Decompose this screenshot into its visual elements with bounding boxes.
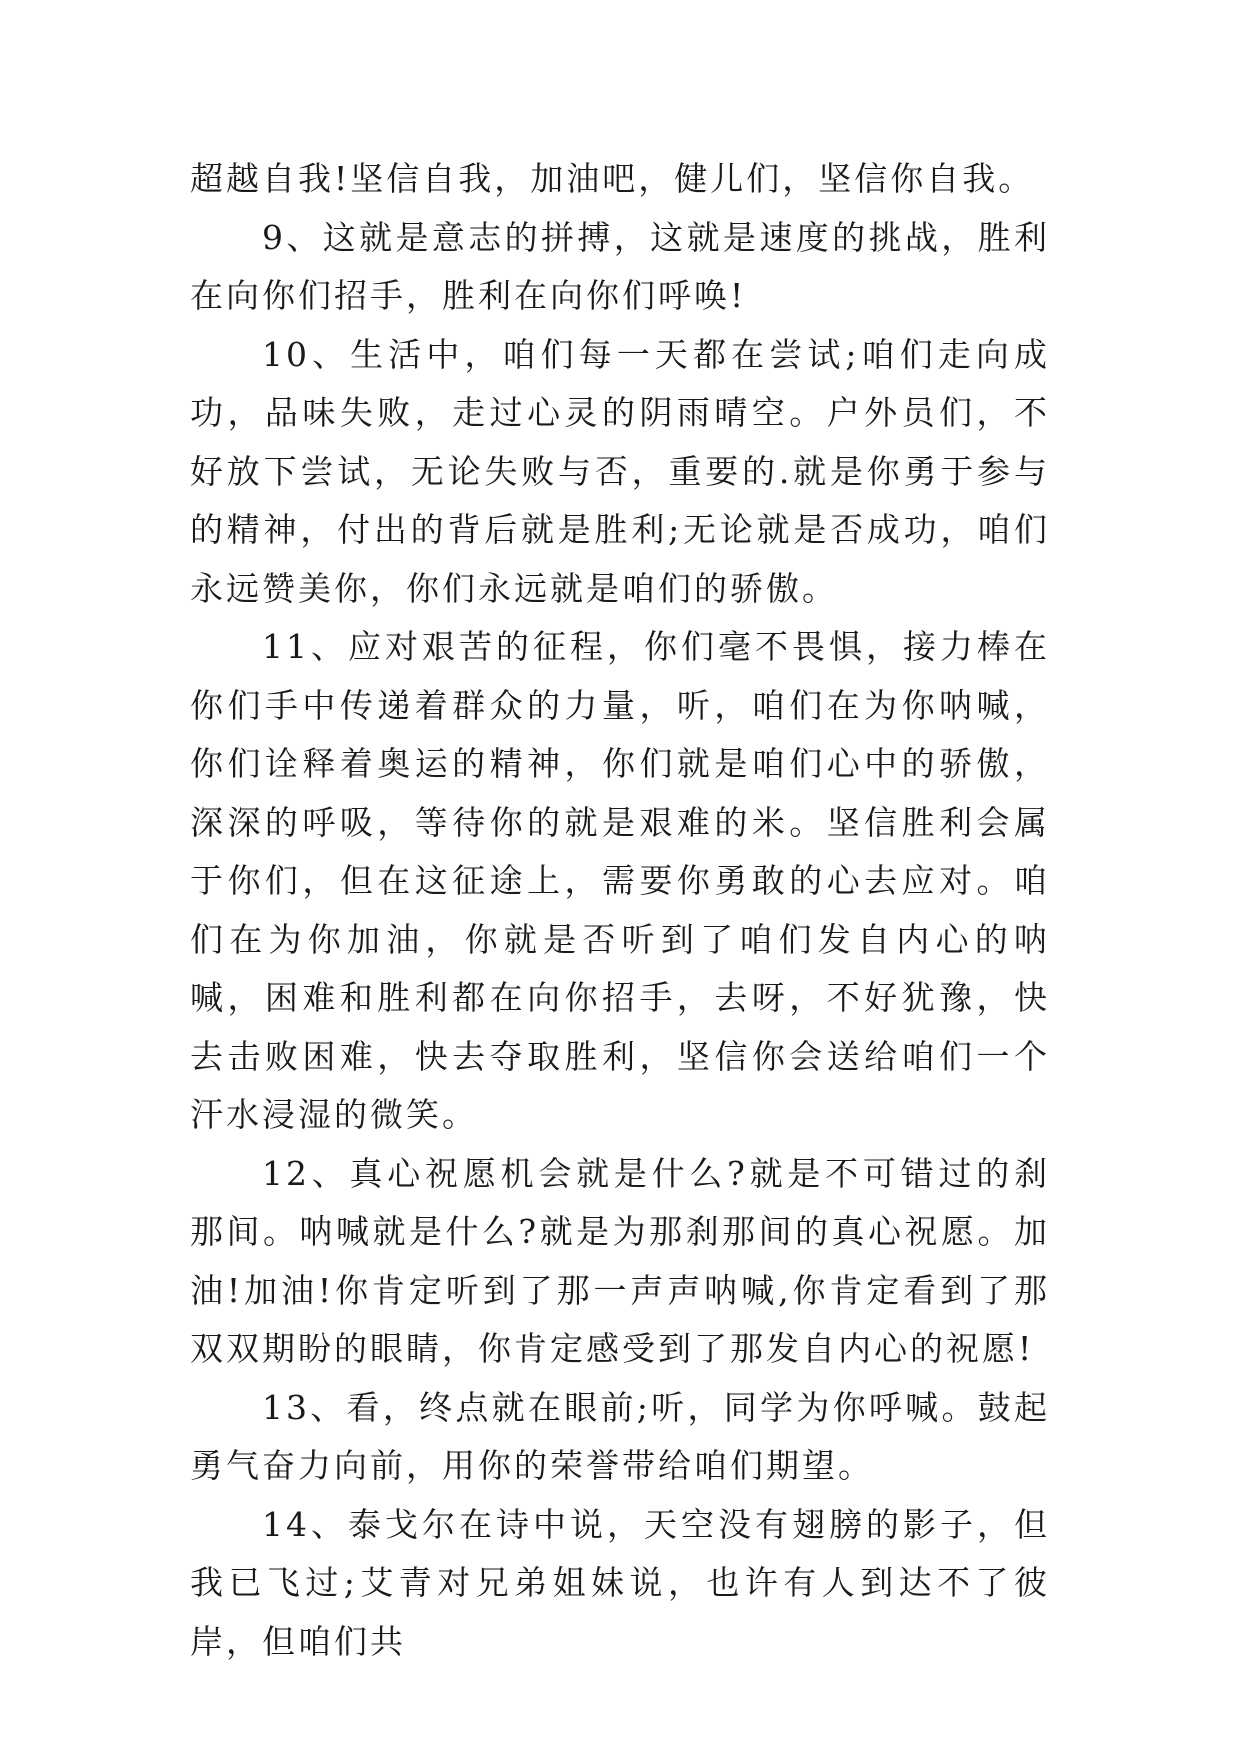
paragraph-item-9: 9、这就是意志的拼搏，这就是速度的挑战，胜利在向你们招手，胜利在向你们呼唤! (190, 217, 1050, 315)
document-page (190, 150, 1050, 1671)
paragraph-item-14: 14、泰戈尔在诗中说，天空没有翅膀的影子，但我已飞过;艾青对兄弟姐妹说，也许有人到达不了彼岸，但咱们共 (190, 1504, 1050, 1661)
paragraph-continuation: 超越自我!坚信自我，加油吧，健儿们，坚信你自我。 (190, 159, 1035, 198)
paragraph-item-12: 12、真心祝愿机会就是什么?就是不可错过的刹那间。呐喊就是什么?就是为那刹那间的真心祝愿。加油!加油!你肯定听到了那一声声呐喊,你肯定看到了那双双期盼的眼睛，你肯定感受到了那发自内心的祝愿! (190, 1153, 1050, 1368)
paragraph-item-13: 13、看，终点就在眼前;听，同学为你呼喊。鼓起勇气奋力向前，用你的荣誉带给咱们期望。 (190, 1387, 1050, 1485)
paragraph-item-10: 10、生活中，咱们每一天都在尝试;咱们走向成功，品味失败，走过心灵的阴雨晴空。户外员们，不好放下尝试，无论失败与否，重要的.就是你勇于参与的精神，付出的背后就是胜利;无论就是否成功，咱们永远赞美你，你们永远就是咱们的骄傲。 (190, 334, 1050, 608)
paragraph-item-11: 11、应对艰苦的征程，你们毫不畏惧，接力棒在你们手中传递着群众的力量，听，咱们在为你呐喊，你们诠释着奥运的精神，你们就是咱们心中的骄傲，深深的呼吸，等待你的就是艰难的米。坚信胜利会属于你们，但在这征途上，需要你勇敢的心去应对。咱们在为你加油，你就是否听到了咱们发自内心的呐喊，困难和胜利都在向你招手，去呀，不好犹豫，快去击败困难，快去夺取胜利，坚信你会送给咱们一个汗水浸湿的微笑。 (190, 627, 1050, 1134)
